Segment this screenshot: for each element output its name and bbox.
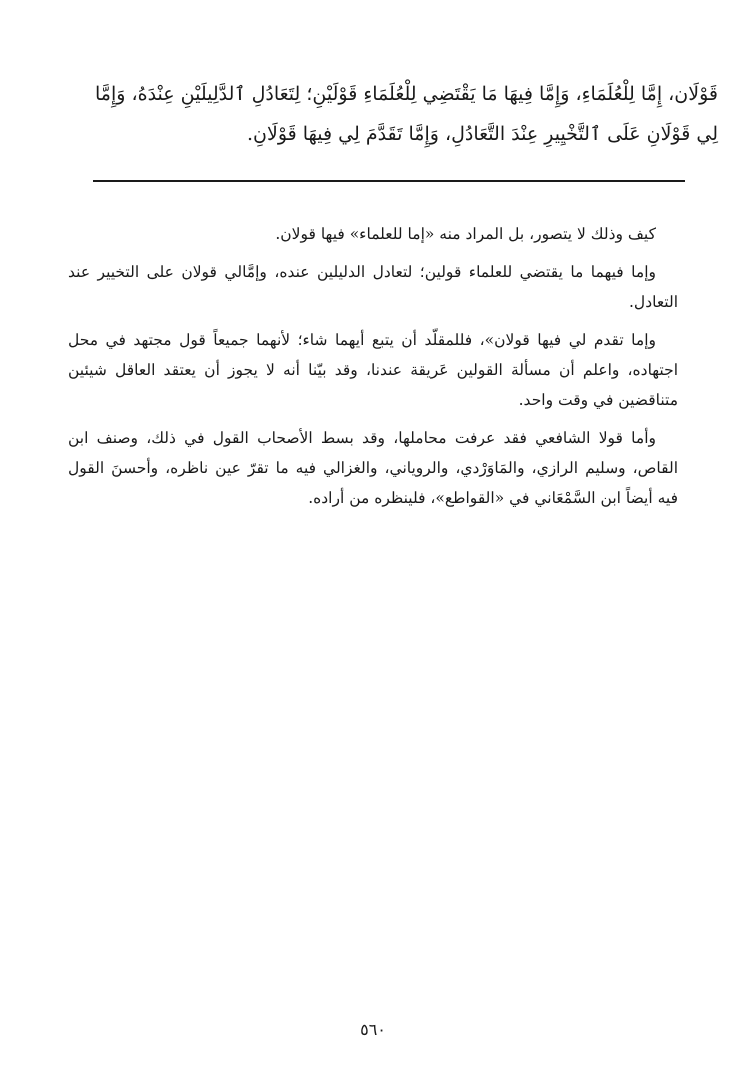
commentary-block [68,219,678,521]
section-divider [93,180,685,182]
verse-line: لِي قَوْلَانِ عَلَى ٱلتَّخْيِيرِ عِنْدَ التَّعَادُلِ، وَإِمَّا تَقَدَّمَ لِي فِيهَا قَوْلَانِ. [246,123,718,145]
page-number: ٥٦٠ [360,1020,386,1039]
verse-line: قَوْلَان، إِمَّا لِلْعُلَمَاءِ، وَإِمَّا فِيهَا مَا يَقْتَضِي لِلْعُلَمَاءِ قَوْلَيْنِ؛ لِتَعَادُلِ ٱلدَّلِيلَيْنِ عِنْدَهُ، وَإِمَّا [95,83,718,105]
commentary-paragraph: وإما تقدم لي فيها قولان»، فللمقلّد أن يتبع أيهما شاء؛ لأنهما جميعاً قول مجتهد في محل اجتهاده، واعلم أن مسألة القولين عَريقة عندنا، وقد بيّنا أنه لا يجوز أن يعتقد العاقل شيئين متناقضين في وقت واحد. [68,331,678,409]
commentary-paragraph: وإما فيهما ما يقتضي للعلماء قولين؛ لتعادل الدليلين عنده، وإمَّالي قولان على التخيير عند التعادل. [68,263,678,311]
verse-block [78,74,718,154]
commentary-paragraph: كيف وذلك لا يتصور، بل المراد منه «إما للعلماء» فيها قولان. [275,225,656,243]
commentary-paragraph: وأما قولا الشافعي فقد عرفت محاملها، وقد بسط الأصحاب القول في ذلك، وصنف ابن القاص، وسليم الرازي، والمَاوَرْدي، والروياني، والغزالي فيه ما تقرّ عين ناظره، وأحسنَ القول فيه أيضاً ابن السَّمْعَاني في «القواطع»، فلينظره من أراده. [68,429,678,507]
